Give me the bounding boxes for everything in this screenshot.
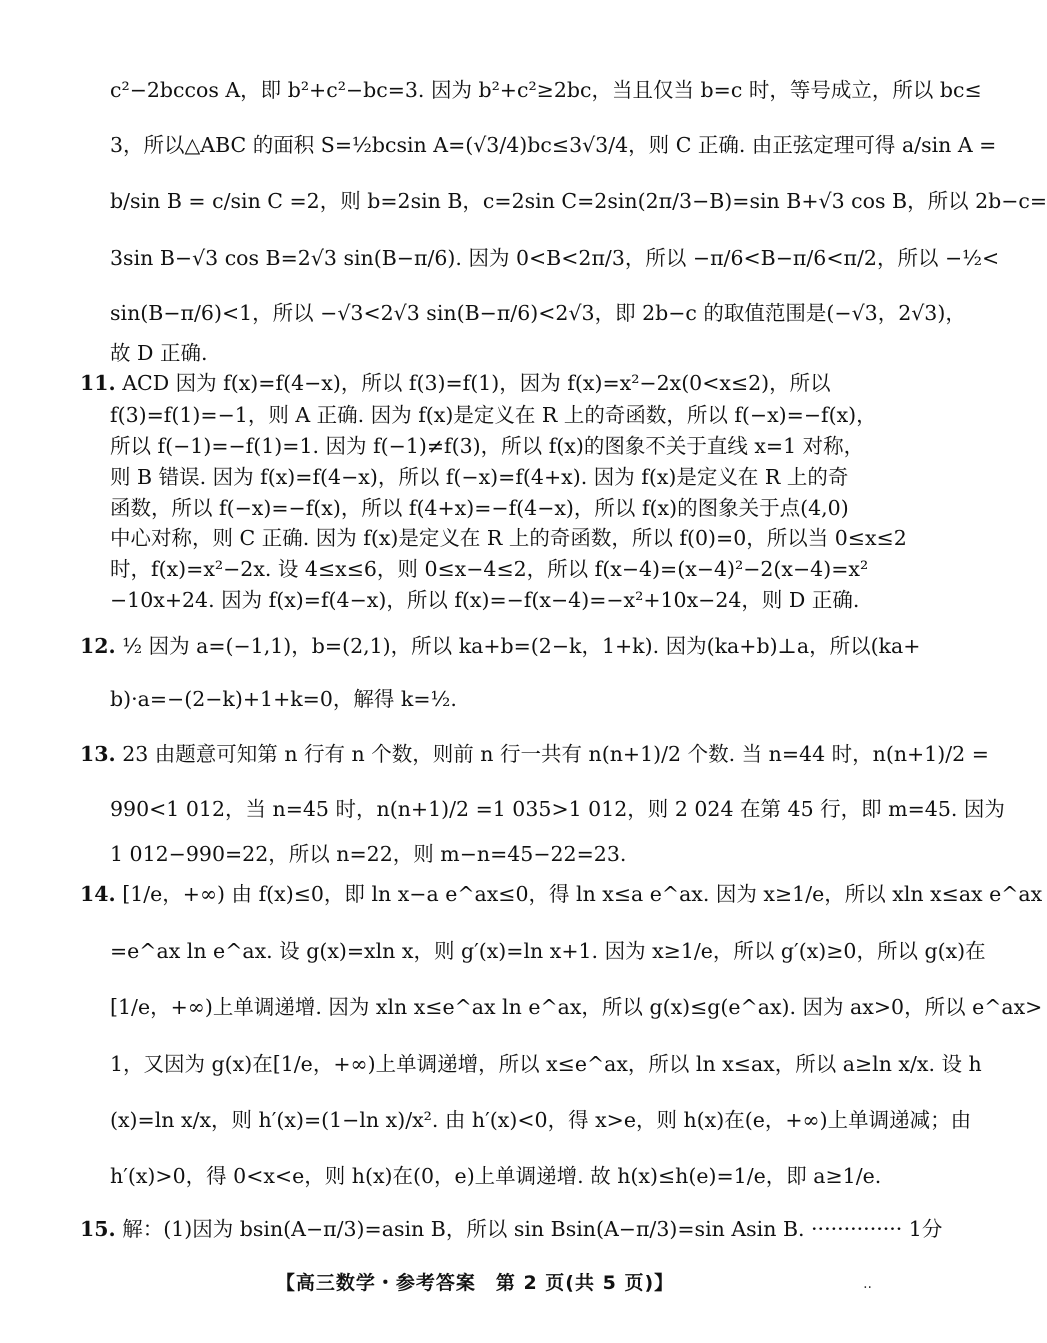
text-line: c²−2bccos A，即 b²+c²−bc=3. 因为 b²+c²≥2bc，当且仅当 b=c 时，等号成立，所以 bc≤ <box>110 78 982 102</box>
question-text: [1/e，+∞) 由 f(x)≤0，即 ln x−a e^ax≤0，得 ln x≤a e^ax. 因为 x≥1/e，所以 xln x≤ax e^ax <box>122 882 1043 906</box>
text-line: 时，f(x)=x²−2x. 设 4≤x≤6，则 0≤x−4≤2，所以 f(x−4)=(x−4)²−2(x−4)=x² <box>110 557 869 581</box>
text-line: −10x+24. 因为 f(x)=f(4−x)，所以 f(x)=−f(x−4)=−x²+10x−24，则 D 正确. <box>110 588 860 612</box>
text-line: f(3)=f(1)=−1，则 A 正确. 因为 f(x)是定义在 R 上的奇函数，所以 f(−x)=−f(x)， <box>110 403 877 427</box>
question-number: 15. <box>80 1217 116 1241</box>
text-line: [1/e，+∞)上单调递增. 因为 xln x≤e^ax ln e^ax，所以 g(x)≤g(e^ax). 因为 ax>0，所以 e^ax> <box>110 995 1043 1019</box>
question-14-line <box>80 880 1043 908</box>
text-line: 1 012−990=22，所以 n=22，则 m−n=45−22=23. <box>110 842 627 866</box>
question-15-line <box>80 1215 943 1243</box>
text-line: 1，又因为 g(x)在[1/e，+∞)上单调递增，所以 x≤e^ax，所以 ln x≤ax，所以 a≥ln x/x. 设 h <box>110 1052 982 1076</box>
text-line: b)·a=−(2−k)+1+k=0，解得 k=½. <box>110 687 457 711</box>
text-line: =e^ax ln e^ax. 设 g(x)=xln x，则 g′(x)=ln x+1. 因为 x≥1/e，所以 g′(x)≥0，所以 g(x)在 <box>110 939 986 963</box>
corner-mark: .. <box>863 1276 872 1292</box>
question-11-line <box>80 369 892 397</box>
text-line: sin(B−π/6)<1，所以 −√3<2√3 sin(B−π/6)<2√3，即 2b−c 的取值范围是(−√3，2√3)， <box>110 301 966 325</box>
text-line: b/sin B = c/sin C =2，则 b=2sin B，c=2sin C=2sin(2π/3−B)=sin B+√3 cos B，所以 2b−c= <box>110 189 1047 213</box>
text-line: 3sin B−√3 cos B=2√3 sin(B−π/6). 因为 0<B<2π/3，所以 −π/6<B−π/6<π/2，所以 −½< <box>110 246 1000 270</box>
question-12-line <box>80 632 921 660</box>
text-line: 所以 f(−1)=−f(1)=1. 因为 f(−1)≠f(3)，所以 f(x)的图象不关于直线 x=1 对称， <box>110 434 865 458</box>
question-text: 解：(1)因为 bsin(A−π/3)=asin B，所以 sin Bsin(A−π/3)=sin Asin B. ·············· 1分 <box>122 1217 943 1241</box>
text-line: 中心对称，则 C 正确. 因为 f(x)是定义在 R 上的奇函数，所以 f(0)=0，所以当 0≤x≤2 <box>110 526 907 550</box>
question-number: 12. <box>80 634 116 658</box>
text-line: (x)=ln x/x，则 h′(x)=(1−ln x)/x². 由 h′(x)<0，得 x>e，则 h(x)在(e，+∞)上单调递减；由 <box>110 1108 972 1132</box>
question-text: ACD 因为 f(x)=f(4−x)，所以 f(3)=f(1)，因为 f(x)=x²−2x(0<x≤2)，所以 <box>122 371 831 395</box>
text-line: 则 B 错误. 因为 f(x)=f(4−x)，所以 f(−x)=f(4+x). 因为 f(x)是定义在 R 上的奇 <box>110 465 849 489</box>
text-line: 990<1 012，当 n=45 时，n(n+1)/2 =1 035>1 012，则 2 024 在第 45 行，即 m=45. 因为 <box>110 797 1005 821</box>
question-number: 14. <box>80 882 116 906</box>
question-number: 13. <box>80 742 116 766</box>
text-line: 故 D 正确. <box>110 341 208 365</box>
question-text: 23 由题意可知第 n 行有 n 个数，则前 n 行一共有 n(n+1)/2 个数. 当 n=44 时，n(n+1)/2 = <box>122 742 989 766</box>
page-footer: 【高三数学・参考答案 第 2 页(共 5 页)】 <box>275 1272 675 1294</box>
text-line: 3，所以△ABC 的面积 S=½bcsin A=(√3/4)bc≤3√3/4，则 C 正确. 由正弦定理可得 a/sin A = <box>110 133 997 157</box>
text-line: h′(x)>0，得 0<x<e，则 h(x)在(0，e)上单调递增. 故 h(x)≤h(e)=1/e，即 a≥1/e. <box>110 1164 882 1188</box>
question-text: ½ 因为 a=(−1,1)，b=(2,1)，所以 ka+b=(2−k，1+k). 因为(ka+b)⊥a，所以(ka+ <box>122 634 921 658</box>
question-number: 11. <box>80 371 116 395</box>
question-13-line <box>80 740 989 768</box>
text-line: 函数，所以 f(−x)=−f(x)，所以 f(4+x)=−f(4−x)，所以 f(x)的图象关于点(4,0) <box>110 496 849 520</box>
